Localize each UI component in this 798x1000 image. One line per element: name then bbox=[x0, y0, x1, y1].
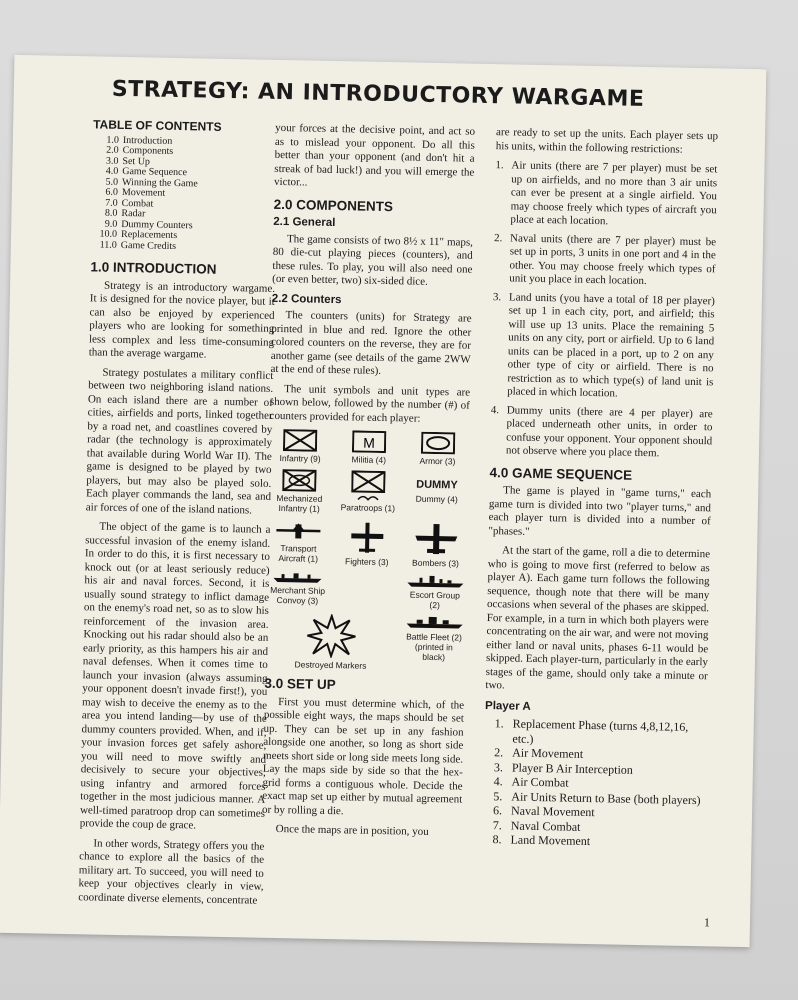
toc-number: 9.0 bbox=[104, 218, 118, 230]
list-number: 7. bbox=[492, 817, 502, 832]
infantry-symbol-icon bbox=[283, 429, 317, 452]
unit-dummy bbox=[405, 471, 469, 516]
toc-title: Introduction bbox=[122, 134, 173, 147]
bomber-aircraft-icon bbox=[411, 522, 462, 557]
list-number: 2. bbox=[494, 745, 504, 760]
list-text: Naval Movement bbox=[510, 803, 595, 820]
toc-number: 8.0 bbox=[104, 207, 118, 219]
unit-armor bbox=[406, 431, 469, 466]
toc-number: 1.0 bbox=[106, 134, 119, 146]
table-of-contents bbox=[91, 135, 278, 254]
mechanized-infantry-symbol-icon bbox=[283, 469, 317, 492]
setup-rule-item bbox=[491, 291, 715, 403]
components-heading: 2.0 COMPONENTS bbox=[273, 196, 394, 214]
toc-number: 2.0 bbox=[106, 144, 119, 156]
toc-number: 5.0 bbox=[105, 176, 119, 188]
escort-ship-icon bbox=[405, 573, 465, 588]
unit-label: Bombers (3) bbox=[412, 557, 459, 569]
unit-militia bbox=[337, 430, 400, 465]
unit-transport-aircraft bbox=[267, 519, 331, 566]
toc-item bbox=[95, 240, 276, 254]
sequence-paragraph: At the start of the game, roll a die to determine who is going to move first (referred to below as player A). Each game turn follows the following sequence, though note that there will be many occasions when several of the phases are skipped. For example, in a turn in which both players were concentrating on the air war, and were not moving either land or naval units, phases 6-11 would be skipped. Each player-turn, particularly in the early stages of the game, should only take a minute or two. bbox=[485, 544, 711, 692]
merchant-ship-icon bbox=[272, 571, 324, 584]
armor-symbol-icon bbox=[421, 432, 455, 455]
player-a-heading: Player A bbox=[484, 699, 531, 713]
setup-rules-list bbox=[490, 159, 718, 462]
unit-label: Mechanized Infantry (1) bbox=[276, 492, 323, 514]
toc-title: Dummy Counters bbox=[121, 218, 193, 231]
phase-item bbox=[494, 716, 707, 749]
toc-title: Replacements bbox=[120, 228, 178, 242]
list-number: 5. bbox=[493, 788, 503, 803]
list-text: Air Combat bbox=[511, 774, 569, 790]
list-number: 1. bbox=[495, 159, 504, 172]
column-3 bbox=[482, 126, 718, 851]
counters-paragraph: The counters (units) for Strategy are printed in blue and red. Ignore the other colored counters on the reverse, they are for another game (see details of the game 2WW at the end of these rules). bbox=[270, 309, 472, 377]
fighter-aircraft-icon bbox=[347, 520, 388, 555]
unit-fighters bbox=[335, 520, 399, 567]
counters-paragraph: The unit symbols and unit types are shown below, followed by the number (#) of counters provided for each player: bbox=[269, 382, 471, 425]
list-text: Naval Combat bbox=[510, 818, 581, 834]
toc-title: Combat bbox=[121, 197, 154, 210]
list-number: 3. bbox=[492, 290, 502, 303]
list-number: 8. bbox=[492, 832, 502, 847]
setup-rule-item bbox=[494, 159, 717, 231]
unit-label: Battle Fleet (2) (printed in black) bbox=[406, 631, 463, 663]
page-title: STRATEGY: AN INTRODUCTORY WARGAME bbox=[111, 76, 645, 112]
list-text: Replacement Phase (turns 4,8,12,16, etc.) bbox=[512, 716, 689, 746]
list-text: Land units (you have a total of 18 per player) set up 1 in each city, port, and airfield; this will use up 13 units. Place the remaining 5 units on any city, port or airfield. Up to 6 land units can be placed in a port, up to 2 on any other type of city or airfield. There is no restriction as to which type(s) of land unit is placed in which location. bbox=[507, 290, 716, 400]
setup-paragraph: First you must determine which, of the possible eight ways, the maps should be set up. They can be set up in any fashion alongside one another, so long as short side meets short side or long side meets long side. Lay the maps side by side so that the hex-grid forms a contiguous whole. Decide the exact map set up either by mutual agreement or by rolling a die. bbox=[261, 695, 465, 817]
toc-number: 11.0 bbox=[99, 239, 117, 251]
intro-paragraph: The object of the game is to launch a successful invasion of the enemy island. In order to do this, it is first necessary to knock out (or at least seriously reduce) his air and naval forces. Second, it is usually sound strategy to inflict damage on the enemy's road net, so as to slow his reinforcement of the invasion area. Knocking out his radar should also be an early priority, as this hampers his air and naval defenses. When it comes time to launch your invasion (always assuming your opponent doesn't invade first!), you may wish to deceive the enemy as to the area you intend landing—by use of the dummy counters provided. When, and if, your invasion forces get safely ashore, you will need to move swiftly and decisively to secure your objectives, using infantry and armored forces together in the most judicious manner. A well-timed paratroop drop can sometimes provide the coup de grace. bbox=[79, 520, 271, 832]
toc-title: Winning the Game bbox=[121, 176, 198, 189]
intro-paragraph: Strategy is an introductory wargame. It is designed for the novice player, but it can also be enjoyed by experienced players who are looking for something less complex and less time-consuming than the average wargame. bbox=[88, 279, 276, 361]
list-text: Air Units Return to Base (both players) bbox=[511, 789, 701, 807]
page-number: 1 bbox=[703, 915, 711, 930]
list-number: 6. bbox=[492, 803, 503, 818]
column-1 bbox=[78, 118, 278, 913]
list-number: 4. bbox=[490, 403, 500, 416]
setup-paragraph: Once the maps are in position, you bbox=[275, 823, 429, 838]
unit-label: Merchant Ship Convoy (3) bbox=[270, 584, 326, 606]
transport-aircraft-icon bbox=[273, 519, 325, 542]
unit-destroyed-marker bbox=[265, 613, 397, 672]
unit-mechanized-infantry bbox=[268, 469, 331, 514]
continued-paragraph: your forces at the decisive point, and act so as to mislead your opponent. Do all this better than your opponent (and don't hit a streak of bad luck!) and you will emerge the victor... bbox=[273, 121, 476, 189]
battleship-icon bbox=[404, 615, 464, 630]
paratroops-symbol-icon bbox=[351, 470, 386, 501]
toc-title: Radar bbox=[121, 207, 146, 220]
toc-title: Components bbox=[122, 144, 174, 157]
list-text: Air units (there are 7 per player) must be set up on airfields, and no more than 3 air units can ever be present at a single airfield. You may choose freely which types of aircraft you place at each location. bbox=[510, 159, 718, 228]
unit-label: Dummy (4) bbox=[415, 493, 458, 505]
unit-merchant-convoy bbox=[266, 571, 329, 608]
unit-label: Armor (3) bbox=[419, 455, 456, 467]
unit-escort-group bbox=[403, 573, 466, 610]
toc-title: Game Sequence bbox=[122, 165, 188, 179]
column-2 bbox=[261, 122, 475, 846]
setup-rule-item bbox=[490, 404, 713, 462]
toc-number: 4.0 bbox=[105, 165, 119, 177]
svg-text:M: M bbox=[363, 434, 376, 451]
phase-list bbox=[482, 716, 706, 851]
sequence-paragraph: The game is played in "game turns," each game turn is divided into two "player turns," and each player turn is divided into a number of "phases." bbox=[488, 484, 712, 538]
unit-infantry bbox=[269, 429, 332, 464]
intro-paragraph: In other words, Strategy offers you the chance to explore all the basics of the military art. To succeed, you will need to keep your objectives clearly in view, coordinate diverse elements, concentrate bbox=[78, 837, 265, 907]
unit-label: Transport Aircraft (1) bbox=[278, 543, 319, 564]
unit-label: Infantry (9) bbox=[279, 453, 321, 464]
list-text: Air Movement bbox=[512, 745, 584, 761]
list-text: Naval units (there are 7 per player) must be set up in ports, 3 units in one port and 4 in the other. You may choose freely which types of unit you place in each location. bbox=[509, 231, 717, 288]
general-heading: 2.1 General bbox=[273, 215, 336, 230]
intro-heading: 1.0 INTRODUCTION bbox=[90, 259, 217, 277]
unit-symbol-grid bbox=[265, 429, 470, 673]
toc-number: 3.0 bbox=[105, 155, 119, 167]
list-text: Player B Air Interception bbox=[511, 760, 633, 777]
unit-label: Militia (4) bbox=[351, 454, 387, 466]
phase-item bbox=[492, 832, 704, 851]
intro-paragraph: Strategy postulates a military conflict between two neighboring island nations. On each island there are a number of cities, airfields and ports, linked together by a road net, and coastlines covered by radar (the technology is approximately that available during World War II). The game is designed to be played by two players, but may also be played solo. Each player commands the land, sea and air forces of one of the island nations. bbox=[85, 366, 274, 517]
unit-bombers bbox=[404, 521, 468, 568]
general-paragraph: The game consists of two 8½ x 11" maps, 80 die-cut playing pieces (counters), and these rules. To play, you will also need one (or even better, two) six-sided dice. bbox=[272, 232, 474, 288]
continued-paragraph: are ready to set up the units. Each player sets up his units, within the following restrictions: bbox=[495, 126, 719, 156]
rulebook-page bbox=[0, 55, 766, 947]
list-text: Dummy units (there are 4 per player) are placed underneath other units, in order to confuse your opponent. Your opponent should not observe where you place them. bbox=[505, 403, 713, 460]
unit-label: Destroyed Markers bbox=[294, 659, 367, 671]
list-number: 3. bbox=[493, 759, 504, 774]
list-number: 4. bbox=[493, 774, 503, 789]
counters-heading: 2.2 Counters bbox=[271, 292, 342, 306]
toc-heading: TABLE OF CONTENTS bbox=[93, 117, 222, 134]
unit-label: Paratroops (1) bbox=[340, 502, 396, 514]
unit-paratroops bbox=[336, 470, 400, 515]
list-number: 1. bbox=[494, 716, 504, 731]
unit-label: Fighters (3) bbox=[344, 556, 389, 568]
game-sequence-heading: 4.0 GAME SEQUENCE bbox=[489, 464, 633, 483]
toc-title: Game Credits bbox=[120, 239, 177, 252]
list-text: Land Movement bbox=[510, 832, 591, 849]
unit-battle-fleet bbox=[402, 615, 466, 672]
explosion-marker-icon bbox=[305, 614, 358, 659]
toc-title: Movement bbox=[121, 186, 166, 199]
unit-label: Escort Group (2) bbox=[409, 589, 460, 611]
militia-symbol-icon bbox=[352, 430, 386, 453]
toc-number: 10.0 bbox=[99, 228, 118, 240]
setup-heading: 3.0 SET UP bbox=[264, 675, 336, 693]
dummy-symbol: DUMMY bbox=[416, 478, 458, 492]
toc-number: 7.0 bbox=[105, 197, 118, 209]
toc-number: 6.0 bbox=[105, 186, 118, 198]
setup-rule-item bbox=[493, 232, 716, 290]
toc-title: Set Up bbox=[122, 155, 151, 167]
list-number: 2. bbox=[493, 231, 503, 244]
